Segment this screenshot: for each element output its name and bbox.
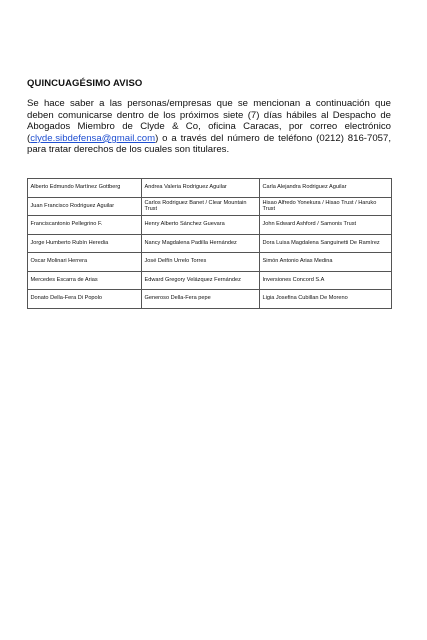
- table-cell: Juan Francisco Rodriguez Aguilar: [28, 197, 142, 216]
- table-cell: Generoso Della-Fera pepe: [142, 290, 260, 309]
- table-row: [28, 216, 392, 235]
- table-row: [28, 271, 392, 290]
- notice-paragraph: [27, 98, 391, 156]
- table-cell: Andrea Valeria Rodriguez Aguilar: [142, 179, 260, 198]
- table-row: [28, 253, 392, 272]
- email-link[interactable]: clyde.sibdefensa@gmail.com: [30, 132, 156, 144]
- table-cell: Oscar Molinari Herrera: [28, 253, 142, 272]
- table-cell: Ligia Josefina Cubillan De Moreno: [260, 290, 392, 309]
- notice-title: QUINCUAGÉSIMO AVISO: [27, 78, 143, 89]
- table-row: [28, 290, 392, 309]
- table-cell: Carlos Rodriguez Banet / Clear Mountain Trust: [142, 197, 260, 216]
- table-cell: John Edward Ashford / Samonis Trust: [260, 216, 392, 235]
- table-cell: Inversiones Concord S.A: [260, 271, 392, 290]
- table-cell: Nancy Magdalena Padilla Hernández: [142, 234, 260, 253]
- table-cell: Jorge Humberto Rubín Heredia: [28, 234, 142, 253]
- table-cell: Hisao Alfredo Yonekura / Hisao Trust / Haruko Trust: [260, 197, 392, 216]
- notice-text-end: ) o a través del número de teléfono (0212) 816-7057, para tratar derechos de los cuales son titulares.: [27, 132, 391, 156]
- table-cell: José Delfín Urrelo Torres: [142, 253, 260, 272]
- table-cell: Carla Alejandra Rodriguez Aguilar: [260, 179, 392, 198]
- notice-text-start: Se hace saber a las personas/empresas que se mencionan a continuación que deben comunicarse dentro de los próximos siete (7) días hábiles al Despacho de Abogados Miembro de Clyde & Co, oficina Caracas, por correo electrónico (: [27, 98, 391, 144]
- table-cell: Dora Luisa Magdalena Sanguinetti De Ramírez: [260, 234, 392, 253]
- table-row: [28, 234, 392, 253]
- table-cell: Henry Alberto Sánchez Guevara: [142, 216, 260, 235]
- table-cell: Edward Gregory Velázquez Fernández: [142, 271, 260, 290]
- table-cell: Franciscantonio Pellegrino F.: [28, 216, 142, 235]
- table-row: [28, 197, 392, 216]
- table-cell: Alberto Edmundo Martínez Gottberg: [28, 179, 142, 198]
- table-cell: Simón Antonio Arias Medina: [260, 253, 392, 272]
- table-cell: Mercedes Escarra de Arias: [28, 271, 142, 290]
- table-cell: Donato Della-Fera Di Popolo: [28, 290, 142, 309]
- names-table: [27, 178, 392, 309]
- table-row: [28, 179, 392, 198]
